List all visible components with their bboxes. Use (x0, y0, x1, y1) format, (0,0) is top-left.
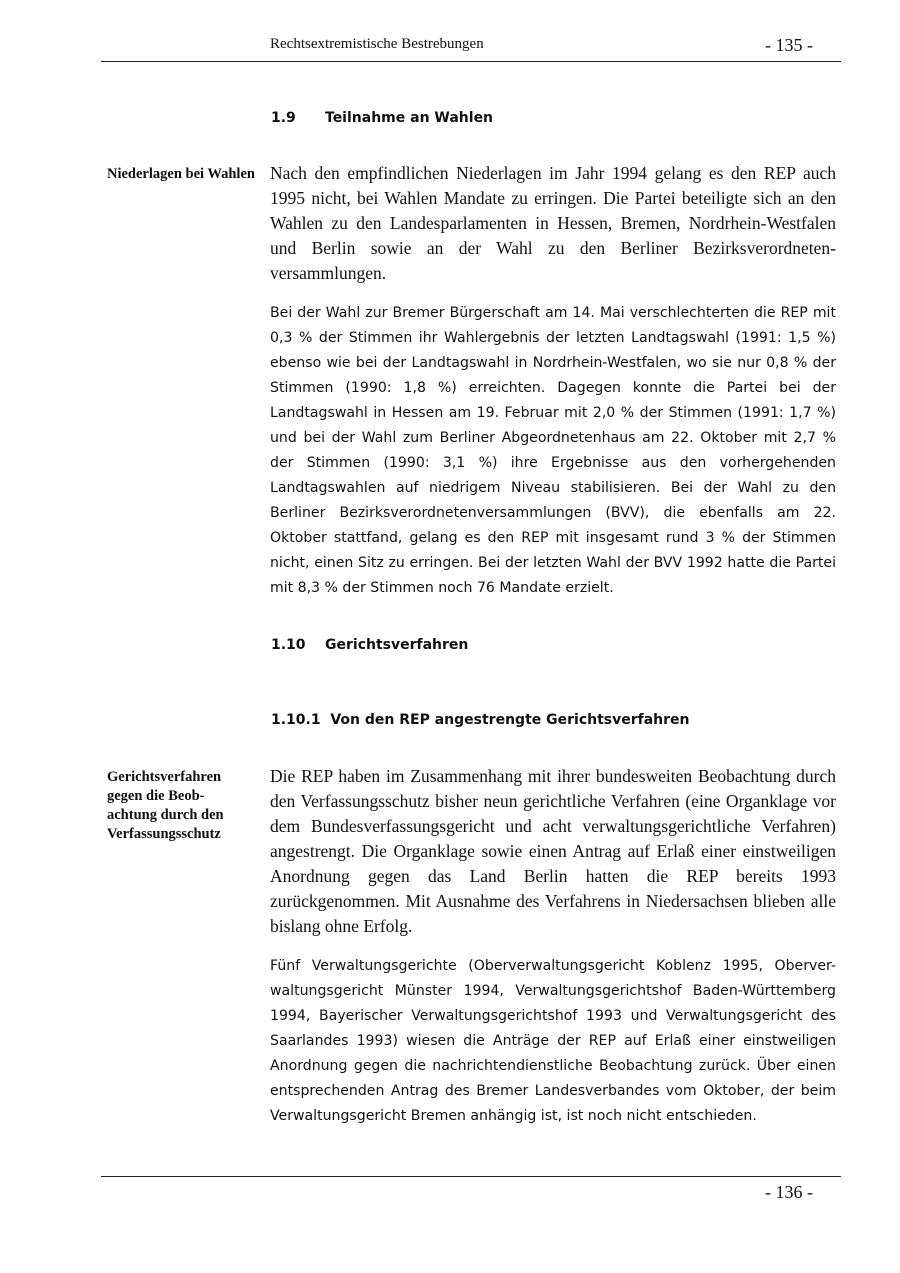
section-number: 1.10.1 (271, 712, 321, 728)
margin-note-gerichtsverfahren: Gerichtsverfahren gegen die Beob-achtung durch den Verfassungsschutz (107, 769, 224, 842)
section-title: Gerichtsverfahren (325, 637, 469, 653)
section-heading-1-9 (271, 110, 493, 126)
paragraph-1-10-1-intro: Die REP haben im Zusammenhang mit ihrer bundesweiten Beobachtung durch den Verfassungsschutz bisher neun gerichtliche Verfahren (eine Organklage vor dem Bundesverfassungsgericht und acht verwaltungsgerichtliche Verfahren) angestrengt. Die Organklage sowie einen Antrag auf Erlaß einer einstweiligen Anordnung gegen das Land Berlin hatten die REP bereits 1993 zurückgenommen. Mit Ausnahme des Verfahrens in Niedersachsen blieben alle bislang ohne Erfolg. (270, 766, 836, 936)
margin-note-niederlagen: Niederlagen bei Wahlen (107, 166, 255, 182)
section-title: Teilnahme an Wahlen (325, 110, 494, 126)
section-heading-1-10 (271, 637, 468, 653)
section-heading-1-10-1 (271, 712, 690, 728)
page-number-top: - 135 - (765, 35, 813, 55)
page-number-bottom: - 136 - (765, 1182, 813, 1202)
section-number: 1.10 (271, 637, 306, 653)
header-rule (101, 61, 841, 62)
section-number: 1.9 (271, 110, 296, 126)
paragraph-1-10-1-courts: Fünf Verwaltungsgerichte (Oberverwaltungsgericht Koblenz 1995, Oberver-waltungsgericht Münster 1994, Verwaltungsgerichtshof Baden-Württemberg 1994, Bayerischer Verwaltungsgerichtshof 1993 und Verwaltungsgericht des Saarlandes 1993) wiesen die Anträge der REP auf Erlaß einer einstweiligen Anordnung gegen die nachrichtendienstliche Beobachtung zurück. Über einen entsprechenden Antrag des Bremer Landesverbandes vom Oktober, der beim Verwaltungsgericht Bremen anhängig ist, ist noch nicht entschieden. (270, 958, 836, 1124)
running-header: Rechtsextremistische Bestrebungen (270, 36, 484, 52)
section-title: Von den REP angestrengte Gerichtsverfahren (330, 712, 690, 728)
paragraph-1-9-results: Bei der Wahl zur Bremer Bürgerschaft am 14. Mai verschlechterten die REP mit 0,3 % der Stimmen ihr Wahlergebnis der letzten Landtagswahl (1991: 1,5 %) ebenso wie bei der Landtagswahl in Nordrhein-Westfalen, wo sie nur 0,8 % der Stimmen (1990: 1,8 %) erreichten. Dagegen konnte die Partei bei der Landtagswahl in Hessen am 19. Februar mit 2,0 % der Stimmen (1991: 1,7 %) und bei der Wahl zum Berliner Abgeordnetenhaus am 22. Oktober mit 2,7 % der Stimmen (1990: 3,1 %) ihre Ergebnisse aus den vorhergehenden Landtagswahlen auf niedrigem Niveau stabilisieren. Bei der Wahl zu den Berliner Bezirksverordnetenversammlungen (BVV), die ebenfalls am 22. Oktober stattfand, gelang es den REP mit insgesamt rund 3 % der Stimmen nicht, einen Sitz zu erringen. Bei der letzten Wahl der BVV 1992 hatte die Partei mit 8,3 % der Stimmen noch 76 Mandate erzielt. (270, 305, 836, 596)
paragraph-1-9-intro: Nach den empfindlichen Niederlagen im Jahr 1994 gelang es den REP auch 1995 nicht, bei Wahlen Mandate zu erringen. Die Partei beteiligte sich an den Wahlen zu den Landesparlamenten in Hessen, Bremen, Nordrhein-Westfalen und Berlin sowie an der Wahl zu den Berliner Bezirksverordnetenversammlungen. (270, 163, 836, 283)
footer-rule (101, 1176, 841, 1177)
